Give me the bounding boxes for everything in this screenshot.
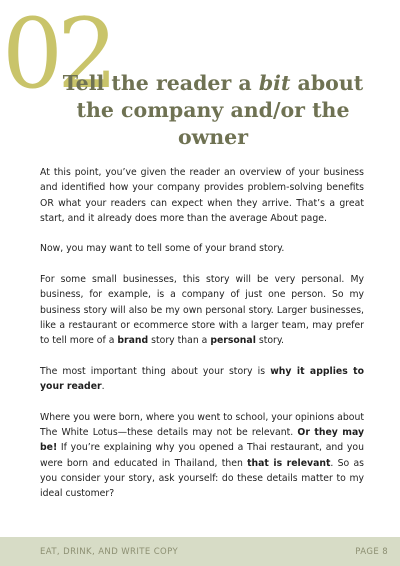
paragraph-4-bold: why it applies to your reader bbox=[40, 365, 364, 393]
paragraph-5-text-d: . So as you consider your story, ask yourself: do these details matter to my ideal customer? bbox=[40, 457, 364, 500]
paragraph-5-text-a: Where you were born, where you went to school, your opinions about The White Lotus—these details may not be relevant. bbox=[40, 411, 364, 439]
section-heading bbox=[48, 70, 378, 151]
body-text bbox=[40, 165, 364, 517]
footer-title: EAT, DRINK, AND WRITE COPY bbox=[40, 547, 179, 557]
paragraph-3-bold-brand: brand bbox=[117, 335, 149, 347]
paragraph-5-text-c: If you’re explaining why you opened a Thai restaurant, and you were born and educated in Thailand, then bbox=[40, 442, 364, 469]
heading-text-1: Tell the reader a bbox=[62, 70, 259, 95]
paragraph-5 bbox=[40, 410, 364, 502]
paragraph-3-text-a: For some small businesses, this story will be very personal. My business, for example, is a company of just one person. So my business story will also be my own personal story. Larger businesses, like a restaurant or ecommerce store with a larger team, may prefer to tell more of a bbox=[40, 274, 364, 347]
paragraph-5-bold-1: Or they may be! bbox=[40, 427, 365, 454]
heading-text-2: about the company and/or the owner bbox=[76, 70, 364, 149]
page-footer bbox=[0, 537, 400, 566]
heading-emphasis: bit bbox=[258, 70, 291, 95]
paragraph-4-text-c: . bbox=[101, 381, 105, 393]
paragraph-4 bbox=[40, 364, 364, 395]
page-number: PAGE 8 bbox=[355, 547, 388, 557]
paragraph-3-bold-personal: personal bbox=[210, 335, 256, 347]
paragraph-1: At this point, you’ve given the reader an overview of your business and identified how your company provides problem-solving benefits OR what your readers can expect when they arrive. That’s a great start, and it already does more than the average About page. bbox=[40, 167, 364, 224]
paragraph-5-bold-2: that is relevant bbox=[247, 457, 331, 469]
paragraph-3-text-c: story than a bbox=[148, 335, 211, 347]
paragraph-4-text-a: The most important thing about your story is bbox=[40, 365, 271, 377]
chapter-number: 02 bbox=[2, 0, 113, 110]
paragraph-2: Now, you may want to tell some of your brand story. bbox=[40, 243, 285, 255]
paragraph-3 bbox=[40, 272, 364, 348]
paragraph-3-text-d: story. bbox=[255, 335, 284, 347]
